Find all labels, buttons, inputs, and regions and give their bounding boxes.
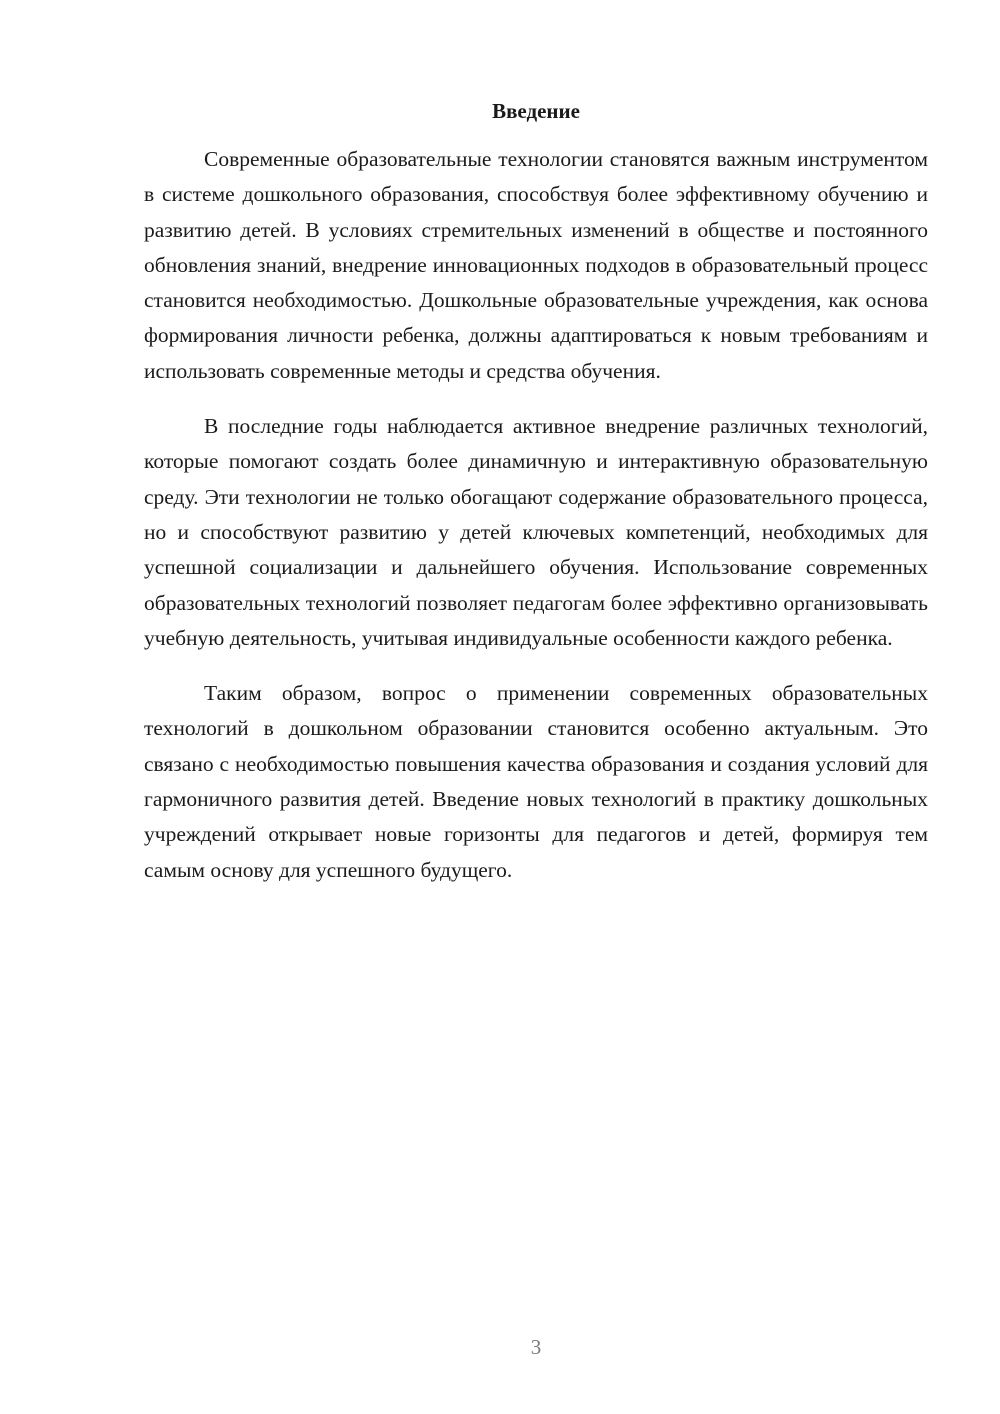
page-number: 3 [530,1335,542,1359]
paragraph-2: В последние годы наблюдается активное внедрение различных технологий, которые помогают создать более динамичную и интерактивную образовательную среду. Эти технологии не только обогащают содержание образовательного процесса, но и способствуют развитию у детей ключевых компетенций, необходимых для успешной социализации и дальнейшего обучения. Использование современных образовательных технологий позволяет педагогам более эффективно организовывать учебную деятельность, учитывая индивидуальные особенности каждого ребенка. [144,414,928,650]
section-heading: Введение [492,99,580,123]
paragraph-1: Современные образовательные технологии становятся важным инструментом в системе дошкольного образования, способствуя более эффективному обучению и развитию детей. В условиях стремительных изменений в обществе и постоянного обновления знаний, внедрение инновационных подходов в образовательный процесс становится необходимостью. Дошкольные образовательные учреждения, как основа формирования личности ребенка, должны адаптироваться к новым требованиям и использовать современные методы и средства обучения. [144,147,928,383]
body-text [144,142,928,908]
paragraph-3: Таким образом, вопрос о применении современных образовательных технологий в дошкольном образовании становится особенно актуальным. Это связано с необходимостью повышения качества образования и создания условий для гармоничного развития детей. Введение новых технологий в практику дошкольных учреждений открывает новые горизонты для педагогов и детей, формируя тем самым основу для успешного будущего. [144,681,928,882]
